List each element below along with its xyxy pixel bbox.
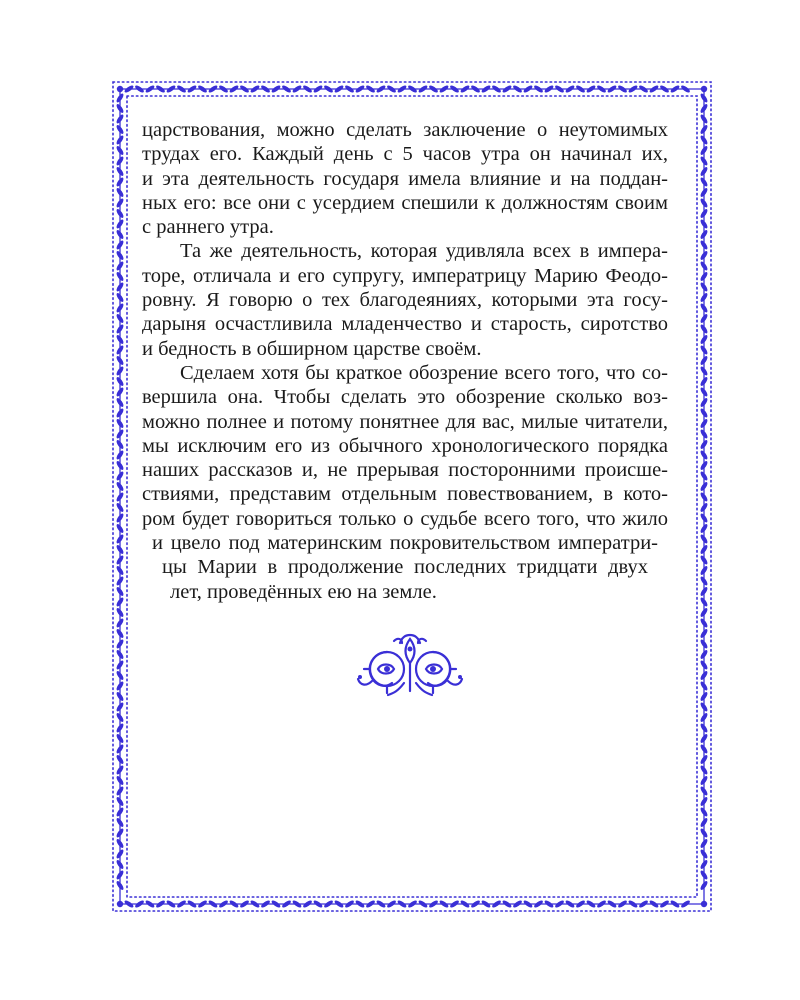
text-line: трудах его. Каждый день с 5 часов утра он начинал их, — [142, 143, 668, 166]
text-line: и эта деятельность государя имела влияние и на поддан- — [142, 167, 668, 190]
text-line: ровну. Я говорю о тех благодеяниях, которыми эта госу- — [142, 289, 668, 312]
text-line: торе, отличала и его супругу, императрицу Марию Феодо- — [142, 264, 668, 287]
text-line: с раннего утра. — [142, 216, 274, 239]
paragraph — [142, 361, 668, 604]
text-line: и бедность в обширном царстве своём. — [142, 337, 482, 360]
paragraph — [142, 118, 668, 239]
text-line: ром будет говориться только о судьбе всего того, что жило — [142, 507, 668, 530]
text-line: Та же деятельность, которая удивляла всех в импера- — [180, 240, 668, 263]
page-text — [142, 118, 668, 604]
text-line: наших рассказов и, не прерывая посторонними происше- — [142, 459, 668, 482]
text-line: Сделаем хотя бы краткое обозрение всего того, что со- — [180, 361, 668, 384]
text-line: цы Марии в продолжение последних тридцати двух — [162, 556, 648, 579]
text-line: ствиями, представим отдельным повествованием, в кото- — [142, 483, 668, 506]
text-line: ных его: все они с усердием спешили к должностям своим — [142, 191, 668, 214]
paragraph — [142, 239, 668, 360]
text-line: лет, проведённых ею на земле. — [170, 580, 437, 603]
text-line: дарыня осчастливила младенчество и старость, сиротство — [142, 313, 668, 336]
text-line: мы исключим его из обычного хронологического порядка — [142, 434, 668, 457]
text-line: можно полнее и потому понятнее для вас, милые читатели, — [142, 410, 668, 433]
text-line: и цвело под материнским покровительством императри- — [152, 532, 658, 555]
text-line: вершила она. Чтобы сделать это обозрение сколько воз- — [142, 386, 668, 409]
text-line: царствования, можно сделать заключение о неутомимых — [142, 119, 668, 141]
floral-ornament-icon — [354, 633, 466, 701]
